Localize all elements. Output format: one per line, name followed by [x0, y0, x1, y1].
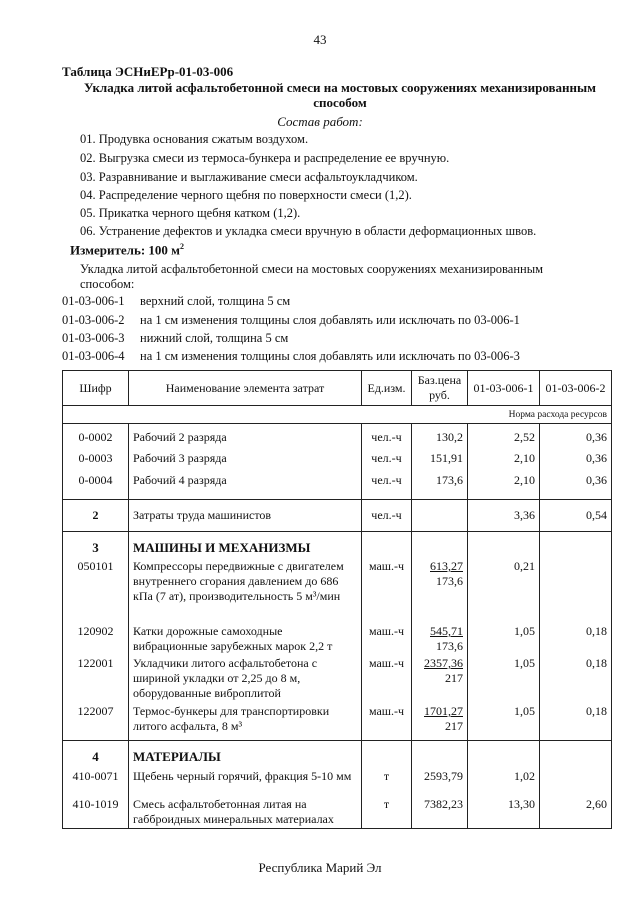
- variant-text: верхний слой, толщина 5 см: [140, 294, 291, 308]
- cell-v1: 3,36: [468, 500, 540, 532]
- price-value: 613,27: [430, 559, 463, 573]
- price-value-2: 217: [445, 671, 463, 685]
- header-col1: 01-03-006-1: [468, 371, 540, 406]
- cell-unit: чел.-ч: [362, 424, 412, 447]
- table-row: [63, 656, 612, 704]
- unit-of-measure: [70, 242, 184, 258]
- cell-unit: т: [362, 797, 412, 829]
- variant-line: [62, 294, 290, 309]
- cell-v1: 1,05: [468, 624, 540, 656]
- work-item: 01. Продувка основания сжатым воздухом.: [80, 132, 309, 146]
- cell-price: [412, 500, 468, 532]
- cell-code: 2: [63, 500, 129, 532]
- variant-code: 01-03-006-4: [62, 349, 125, 363]
- table-subtitle: Укладка литой асфальтобетонной смеси на мостовых сооружениях механизированным способом: [83, 80, 597, 110]
- cell-unit: чел.-ч: [362, 447, 412, 470]
- cell-v2: 2,60: [540, 797, 612, 829]
- work-item: 04. Распределение черного щебня по поверхности смеси (1,2).: [80, 188, 412, 202]
- cell-v1: 1,05: [468, 656, 540, 704]
- cell-code: 0-0004: [63, 470, 129, 500]
- variant-code: 01-03-006-1: [62, 294, 125, 308]
- cell-unit: маш.-ч: [362, 624, 412, 656]
- cell-v1: 2,10: [468, 447, 540, 470]
- cell-name: Катки дорожные самоходные вибрационные зарубежных марок 2,2 т: [129, 624, 362, 656]
- cell-v2: [540, 556, 612, 624]
- cell-name: Компрессоры передвижные с двигателем внутреннего сгорания давлением до 686 кПа (7 ат), производительность 5 м³/мин: [129, 556, 362, 624]
- variant-line: [62, 331, 288, 346]
- cell-unit: маш.-ч: [362, 556, 412, 624]
- cell-price: 173,6: [412, 470, 468, 500]
- table-row: [63, 556, 612, 624]
- cell-v1: 1,05: [468, 704, 540, 740]
- price-value-2: 173,6: [436, 574, 463, 588]
- cell-v2: 0,18: [540, 624, 612, 656]
- cell-code: 0-0003: [63, 447, 129, 470]
- cell-price: 2593,79: [412, 765, 468, 797]
- cell-name: Рабочий 2 разряда: [129, 424, 362, 447]
- price-value: 1701,27: [424, 704, 463, 718]
- unit-label: Измеритель: 100 м: [70, 242, 181, 258]
- header-name: Наименование элемента затрат: [129, 371, 362, 406]
- table-row: [63, 447, 612, 470]
- page-footer: Республика Марий Эл: [258, 860, 382, 875]
- page-number: 43: [313, 32, 327, 47]
- cell-price: [412, 624, 468, 656]
- table-row: [63, 624, 612, 656]
- cell-v2: 0,18: [540, 656, 612, 704]
- variant-line: [62, 313, 520, 328]
- work-item: 06. Устранение дефектов и укладка смеси вручную в области деформационных швов.: [80, 224, 537, 238]
- norm-row: [63, 406, 612, 424]
- cell-code: 0-0002: [63, 424, 129, 447]
- cell-v2: 0,18: [540, 704, 612, 740]
- variant-text: нижний слой, толщина 5 см: [140, 331, 289, 345]
- cell-v2: 0,36: [540, 470, 612, 500]
- variant-line: [62, 349, 520, 364]
- cell-unit: чел.-ч: [362, 470, 412, 500]
- variant-code: 01-03-006-2: [62, 313, 125, 327]
- cell-price: [412, 556, 468, 624]
- section-row: [63, 740, 612, 765]
- cell-code: 120902: [63, 624, 129, 656]
- cell-unit: т: [362, 765, 412, 797]
- cell-v2: 0,36: [540, 424, 612, 447]
- cell-price: 151,91: [412, 447, 468, 470]
- header-col2: 01-03-006-2: [540, 371, 612, 406]
- cell-name: Рабочий 4 разряда: [129, 470, 362, 500]
- cell-v1: 13,30: [468, 797, 540, 829]
- resource-table: [62, 370, 612, 829]
- table-title: Таблица ЭСНиЕРр-01-03-006: [62, 64, 234, 79]
- variant-code: 01-03-006-3: [62, 331, 125, 345]
- intro-text: Укладка литой асфальтобетонной смеси на мостовых сооружениях механизированным способом:: [80, 262, 544, 291]
- cell-code: 050101: [63, 556, 129, 624]
- price-value: 545,71: [430, 624, 463, 638]
- cell-unit: маш.-ч: [362, 656, 412, 704]
- table-header-row: [63, 371, 612, 406]
- cell-code: 122001: [63, 656, 129, 704]
- table-row: [63, 470, 612, 500]
- cell-name: Термос-бункеры для транспортировки литого асфальта, 8 м³: [129, 704, 362, 740]
- cell-price: [412, 704, 468, 740]
- cell-v1: 1,02: [468, 765, 540, 797]
- cell-code: 410-0071: [63, 765, 129, 797]
- cell-code: 3: [63, 532, 129, 557]
- cell-v2: 0,36: [540, 447, 612, 470]
- table-row: [63, 765, 612, 797]
- price-value-2: 217: [445, 719, 463, 733]
- work-item: 05. Прикатка черного щебня катком (1,2).: [80, 206, 301, 220]
- table-row: [63, 797, 612, 829]
- price-value-2: 173,6: [436, 639, 463, 653]
- variant-text: на 1 см изменения толщины слоя добавлять или исключать по 03-006-1: [140, 313, 520, 327]
- work-item: 03. Разравнивание и выглаживание смеси асфальтоукладчиком.: [80, 170, 418, 184]
- cell-price: [412, 656, 468, 704]
- cell-name: Щебень черный горячий, фракция 5-10 мм: [129, 765, 362, 797]
- unit-sup: 2: [180, 242, 185, 251]
- scope-title: Состав работ:: [277, 114, 363, 129]
- table-row: [63, 500, 612, 532]
- cell-price: 130,2: [412, 424, 468, 447]
- cell-unit: чел.-ч: [362, 500, 412, 532]
- table-row: [63, 704, 612, 740]
- table-row: [63, 424, 612, 447]
- section-row: [63, 532, 612, 557]
- cell-v2: 0,54: [540, 500, 612, 532]
- cell-v1: 2,10: [468, 470, 540, 500]
- cell-v1: 2,52: [468, 424, 540, 447]
- cell-v2: [540, 765, 612, 797]
- cell-name: Смесь асфальтобетонная литая на габброидных минеральных материалах: [129, 797, 362, 829]
- cell-code: 4: [63, 740, 129, 765]
- work-item: 02. Выгрузка смеси из термоса-бункера и распределение ее вручную.: [80, 151, 450, 165]
- norm-label: Норма расхода ресурсов: [63, 406, 612, 424]
- cell-code: 122007: [63, 704, 129, 740]
- variant-text: на 1 см изменения толщины слоя добавлять или исключать по 03-006-3: [140, 349, 520, 363]
- section-title: МАШИНЫ И МЕХАНИЗМЫ: [129, 532, 362, 557]
- header-unit: Ед.изм.: [362, 371, 412, 406]
- cell-name: Затраты труда машинистов: [129, 500, 362, 532]
- cell-v1: 0,21: [468, 556, 540, 624]
- header-price: Баз.цена руб.: [412, 371, 468, 406]
- section-title: МАТЕРИАЛЫ: [129, 740, 362, 765]
- cell-name: Укладчики литого асфальтобетона с шириной укладки от 2,25 до 8 м, оборудованные виброплитой: [129, 656, 362, 704]
- cell-name: Рабочий 3 разряда: [129, 447, 362, 470]
- header-code: Шифр: [63, 371, 129, 406]
- cell-unit: маш.-ч: [362, 704, 412, 740]
- cell-price: 7382,23: [412, 797, 468, 829]
- cell-code: 410-1019: [63, 797, 129, 829]
- price-value: 2357,36: [424, 656, 463, 670]
